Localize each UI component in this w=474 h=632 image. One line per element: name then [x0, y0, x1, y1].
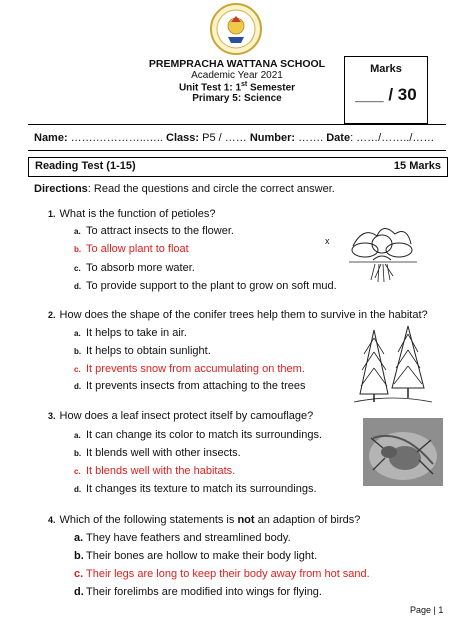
option-key: a.	[74, 532, 84, 544]
option-key: b.	[74, 347, 82, 356]
option-key: b.	[74, 550, 84, 562]
option-text: It can change its color to match its surroundings.	[86, 429, 323, 441]
number-label: Number:	[249, 132, 296, 144]
directions-text: : Read the questions and circle the correct answer.	[87, 183, 335, 195]
marks-label: Marks	[370, 63, 402, 75]
question-text-pre: Which of the following statements is	[59, 514, 238, 526]
question-3	[48, 410, 313, 422]
option-key: d.	[74, 282, 82, 291]
question-text: How does a leaf insect protect itself by camouflage?	[59, 410, 314, 422]
option-key: c.	[74, 467, 81, 476]
q2-option-b[interactable]	[74, 345, 211, 357]
option-text: Their legs are long to keep their body away from hot sand.	[86, 568, 370, 580]
question-4	[48, 514, 360, 526]
q4-option-d[interactable]	[74, 586, 322, 598]
question-number: 3.	[48, 411, 56, 421]
option-text: To attract insects to the flower.	[86, 225, 234, 237]
section-marks: 15 Marks	[393, 160, 441, 172]
marks-box	[344, 56, 428, 124]
option-text: It helps to take in air.	[86, 327, 187, 339]
academic-year: Academic Year 2021	[191, 70, 283, 81]
class-label: Class:	[166, 132, 200, 144]
q4-option-a[interactable]	[74, 532, 291, 544]
option-key: b.	[74, 245, 82, 254]
option-text: It blends well with other insects.	[86, 447, 241, 459]
subject-title: Primary 5: Science	[192, 93, 282, 104]
directions-label: Directions	[34, 183, 88, 195]
figure-x-label: x	[325, 236, 330, 246]
q1-option-c[interactable]	[74, 262, 195, 274]
date-label: Date	[326, 132, 351, 144]
conifer-trees-illustration	[352, 324, 434, 404]
option-text: It blends well with the habitats.	[86, 465, 236, 477]
student-info-line	[34, 132, 434, 144]
question-text-post: an adaption of birds?	[254, 514, 361, 526]
leaf-insect-photo	[363, 418, 443, 486]
date-blank[interactable]: : ……/……../……	[350, 132, 435, 144]
q2-option-d[interactable]	[74, 380, 306, 392]
name-blank[interactable]: …….…………..…..	[67, 132, 167, 144]
question-1	[48, 208, 215, 220]
option-key: c.	[74, 264, 81, 273]
option-key: b.	[74, 449, 82, 458]
number-blank[interactable]: …….	[295, 132, 327, 144]
option-text: It prevents snow from accumulating on them.	[86, 363, 305, 375]
question-2	[48, 309, 428, 321]
question-text-bold: not	[237, 514, 255, 526]
q3-option-d[interactable]	[74, 483, 317, 495]
q2-option-a[interactable]	[74, 327, 187, 339]
option-text: It helps to obtain sunlight.	[86, 345, 211, 357]
water-plant-illustration	[343, 222, 423, 284]
option-text: To provide support to the plant to grow on soft mud.	[86, 280, 337, 292]
unit-title-prefix: Unit Test 1: 1	[178, 82, 241, 94]
option-key: d.	[74, 586, 84, 598]
marks-score: ___ / 30	[355, 85, 417, 104]
question-number: 4.	[48, 515, 56, 525]
option-text: To allow plant to float	[86, 243, 189, 255]
option-text: It prevents insects from attaching to the trees	[86, 380, 306, 392]
option-key: d.	[74, 485, 82, 494]
q3-option-c[interactable]	[74, 465, 235, 477]
q1-option-a[interactable]	[74, 225, 234, 237]
school-logo	[205, 2, 267, 56]
option-key: a.	[74, 227, 81, 236]
option-key: d.	[74, 382, 82, 391]
option-text: They have feathers and streamlined body.	[86, 532, 291, 544]
class-value[interactable]: P5 / ……	[199, 132, 250, 144]
q2-option-c[interactable]	[74, 363, 305, 375]
question-text: How does the shape of the conifer trees help them to survive in the habitat?	[59, 309, 428, 321]
option-text: Their bones are hollow to make their body light.	[86, 550, 318, 562]
option-text: To absorb more water.	[86, 262, 195, 274]
school-name: PREMPRACHA WATTANA SCHOOL	[148, 58, 326, 70]
divider-top	[28, 124, 446, 125]
section-header	[28, 157, 448, 177]
q3-option-b[interactable]	[74, 447, 241, 459]
option-text: Their forelimbs are modified into wings for flying.	[86, 586, 322, 598]
unit-title-suffix: Semester	[247, 82, 296, 94]
section-title: Reading Test (1-15)	[35, 160, 136, 172]
option-key: a.	[74, 431, 81, 440]
page-number: Page | 1	[410, 605, 444, 615]
option-key: a.	[74, 329, 81, 338]
option-text: It changes its texture to match its surroundings.	[86, 483, 317, 495]
q1-option-b[interactable]	[74, 243, 189, 255]
directions	[34, 183, 335, 195]
q4-option-c[interactable]	[74, 568, 370, 580]
question-number: 1.	[48, 209, 56, 219]
question-number: 2.	[48, 310, 56, 320]
unit-title-sup: st	[241, 81, 248, 88]
option-key: c.	[74, 365, 81, 374]
question-text: What is the function of petioles?	[59, 208, 216, 220]
divider-mid	[28, 150, 446, 151]
q1-option-d[interactable]	[74, 280, 337, 292]
option-key: c.	[74, 568, 84, 580]
q3-option-a[interactable]	[74, 429, 322, 441]
name-label: Name:	[34, 132, 68, 144]
q4-option-b[interactable]	[74, 550, 317, 562]
